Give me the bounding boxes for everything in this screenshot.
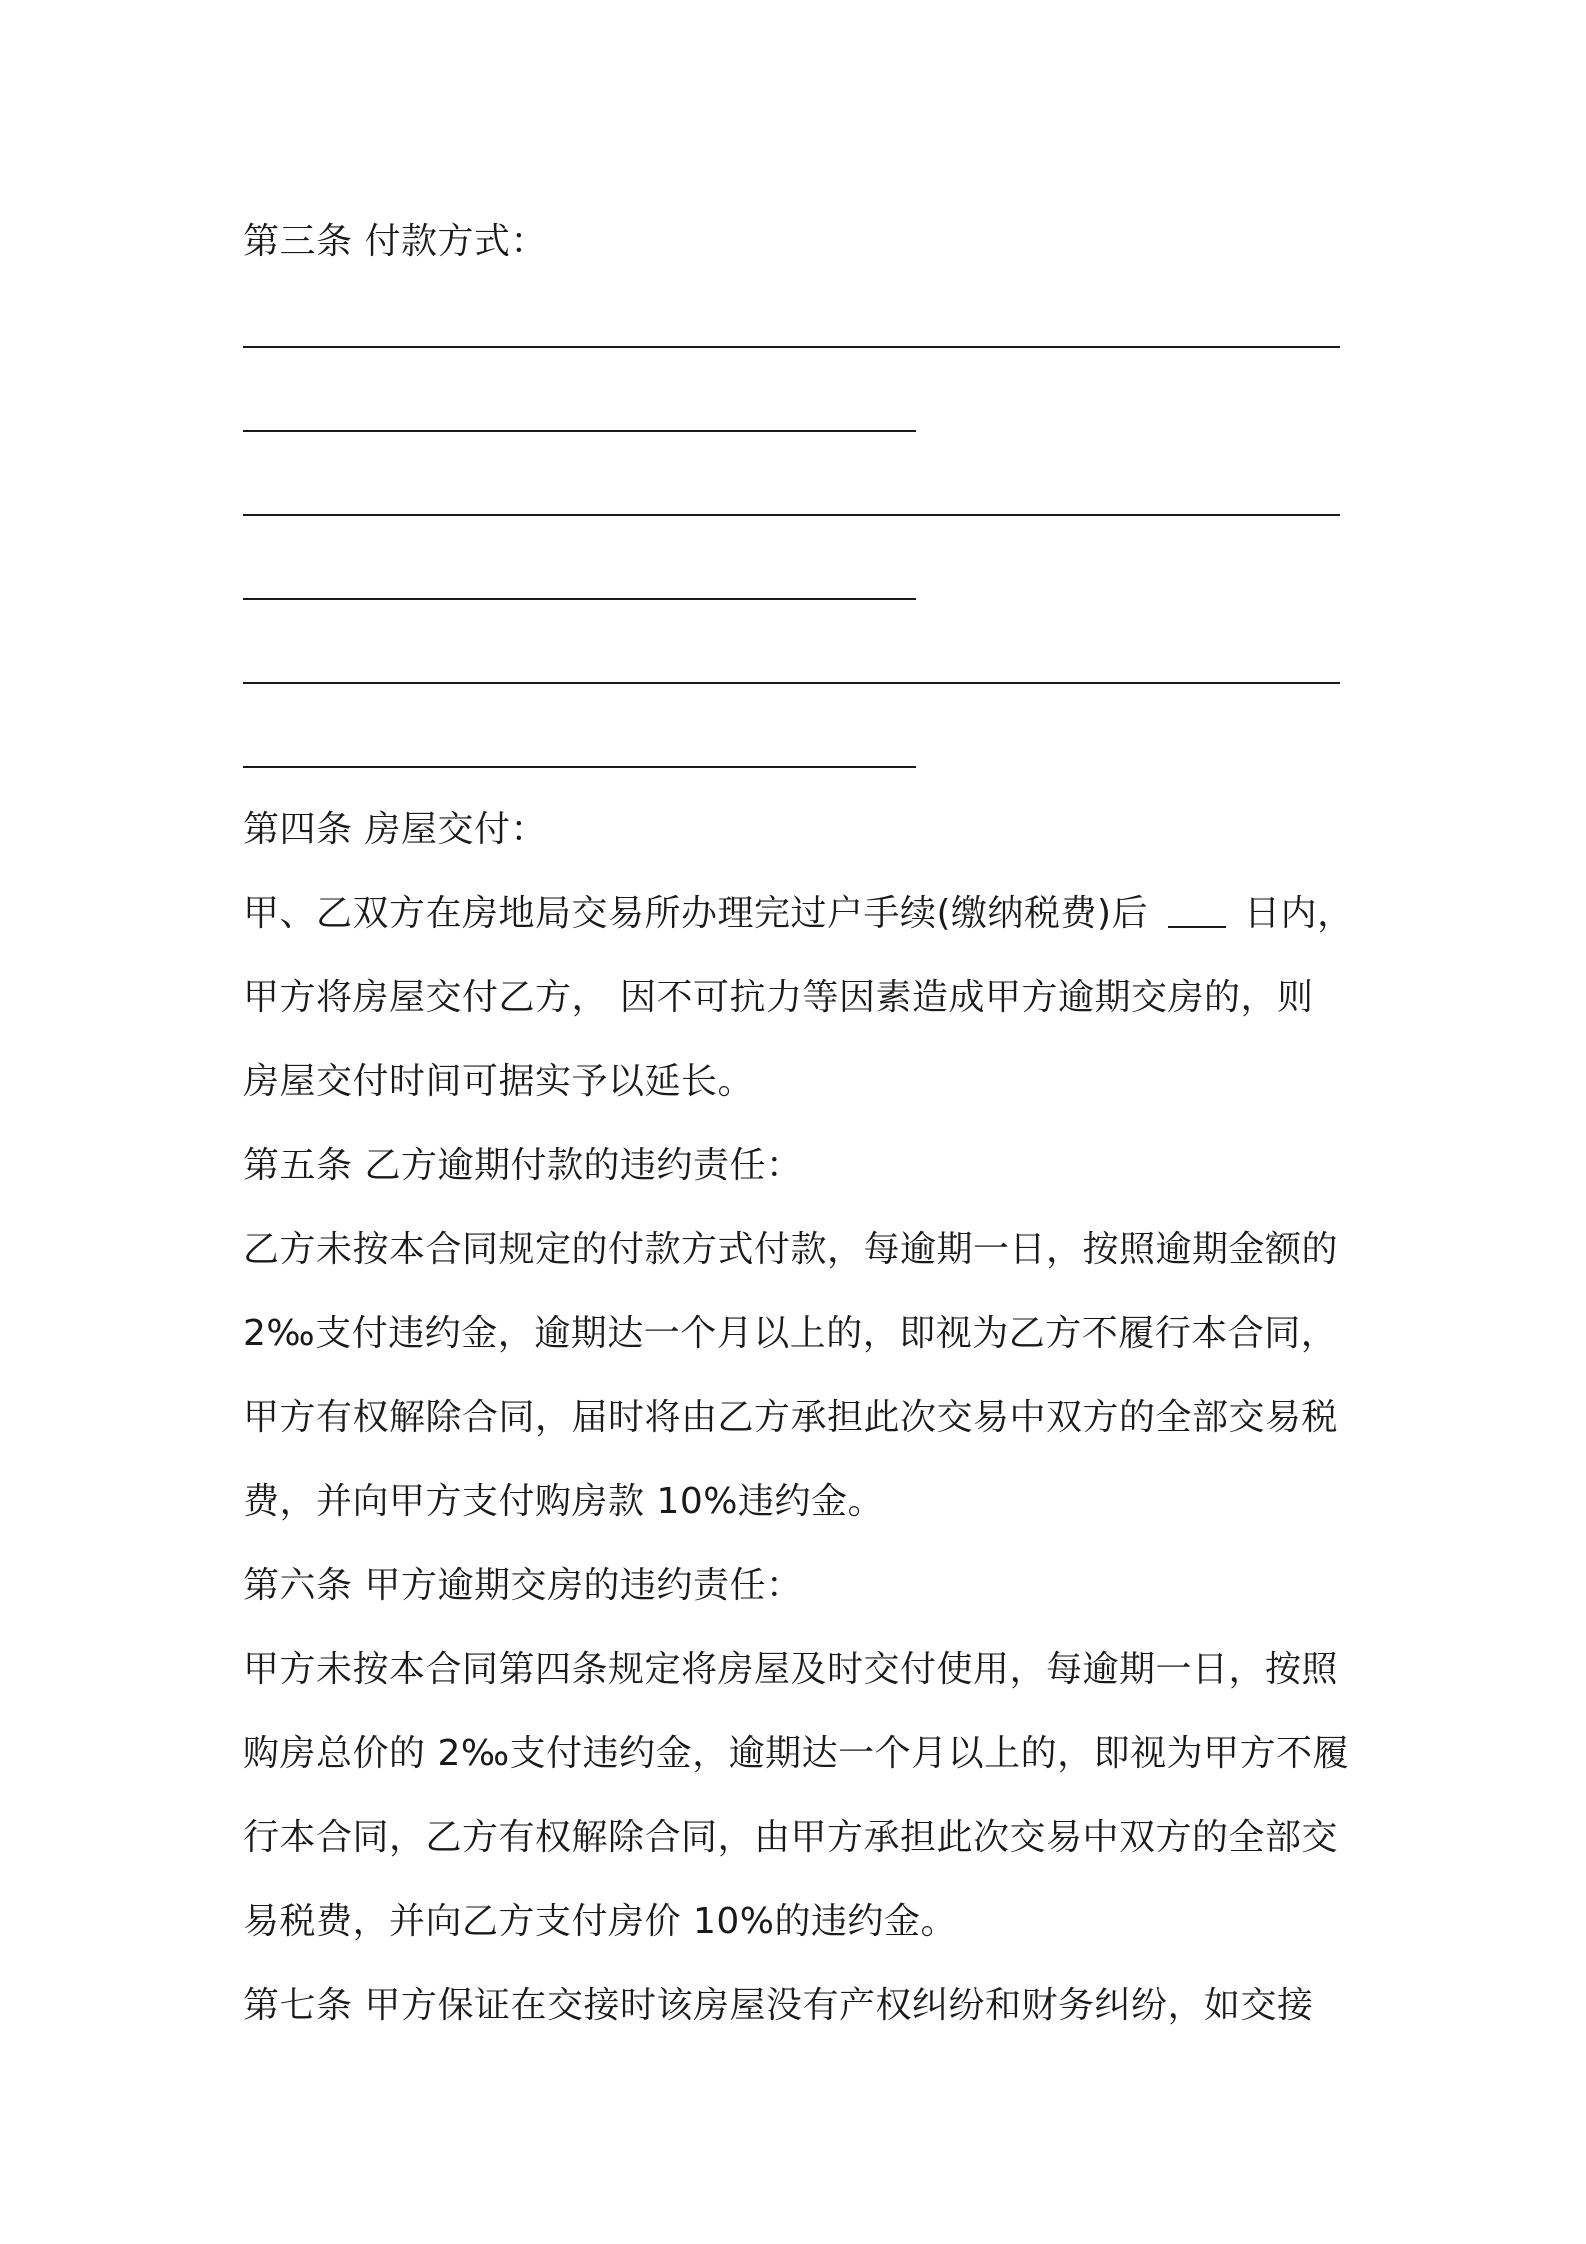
blank-rule: [243, 682, 1340, 684]
article5-line: 费，并向甲方支付购房款 10%违约金。: [243, 1481, 884, 1522]
article6-line: 甲方未按本合同第四条规定将房屋及时交付使用，每逾期一日，按照: [243, 1649, 1339, 1690]
blank-line: [243, 452, 1353, 536]
article4-line: 房屋交付时间可据实予以延长。: [243, 1061, 755, 1102]
article6-line: 购房总价的 2‰支付违约金，逾期达一个月以上的，即视为甲方不履: [243, 1733, 1350, 1774]
article5-heading: 第五条 乙方逾期付款的违约责任：: [243, 1145, 803, 1186]
blank-line: [243, 284, 1353, 368]
article6-line: 行本合同，乙方有权解除合同，由甲方承担此次交易中双方的全部交: [243, 1817, 1339, 1858]
article4-heading: 第四条 房屋交付：: [243, 809, 547, 850]
article7-heading: 第七条 甲方保证在交接时该房屋没有产权纠纷和财务纠纷，如交接: [243, 1985, 1314, 2026]
contract-body: [243, 200, 1353, 2048]
article6-line: 易税费，并向乙方支付房价 10%的违约金。: [243, 1901, 957, 1942]
blank-rule: [243, 514, 1340, 516]
blank-line: [243, 536, 1353, 620]
article4-line1-text: 甲、乙双方在房地局交易所办理完过户手续(缴纳税费)后: [243, 893, 1149, 934]
blank-line: [243, 704, 1353, 788]
blank-rule: [243, 430, 916, 432]
article4-line: 甲方将房屋交付乙方， 因不可抗力等因素造成甲方逾期交房的，则: [243, 977, 1314, 1018]
blank-line: [243, 368, 1353, 452]
article5-line: 甲方有权解除合同，届时将由乙方承担此次交易中双方的全部交易税: [243, 1397, 1339, 1438]
article3-heading: 第三条 付款方式：: [243, 221, 547, 262]
blank-rule: [243, 346, 1340, 348]
blank-line: [243, 620, 1353, 704]
article4-line1-suffix: 日内，: [1244, 893, 1354, 934]
article4-line: [243, 872, 1353, 956]
blank-rule: [243, 766, 916, 768]
article5-line: 乙方未按本合同规定的付款方式付款，每逾期一日，按照逾期金额的: [243, 1229, 1339, 1270]
article5-line: 2‰支付违约金，逾期达一个月以上的，即视为乙方不履行本合同，: [243, 1313, 1338, 1354]
article6-heading: 第六条 甲方逾期交房的违约责任：: [243, 1565, 803, 1606]
days-blank: [1168, 926, 1226, 928]
blank-rule: [243, 598, 916, 600]
